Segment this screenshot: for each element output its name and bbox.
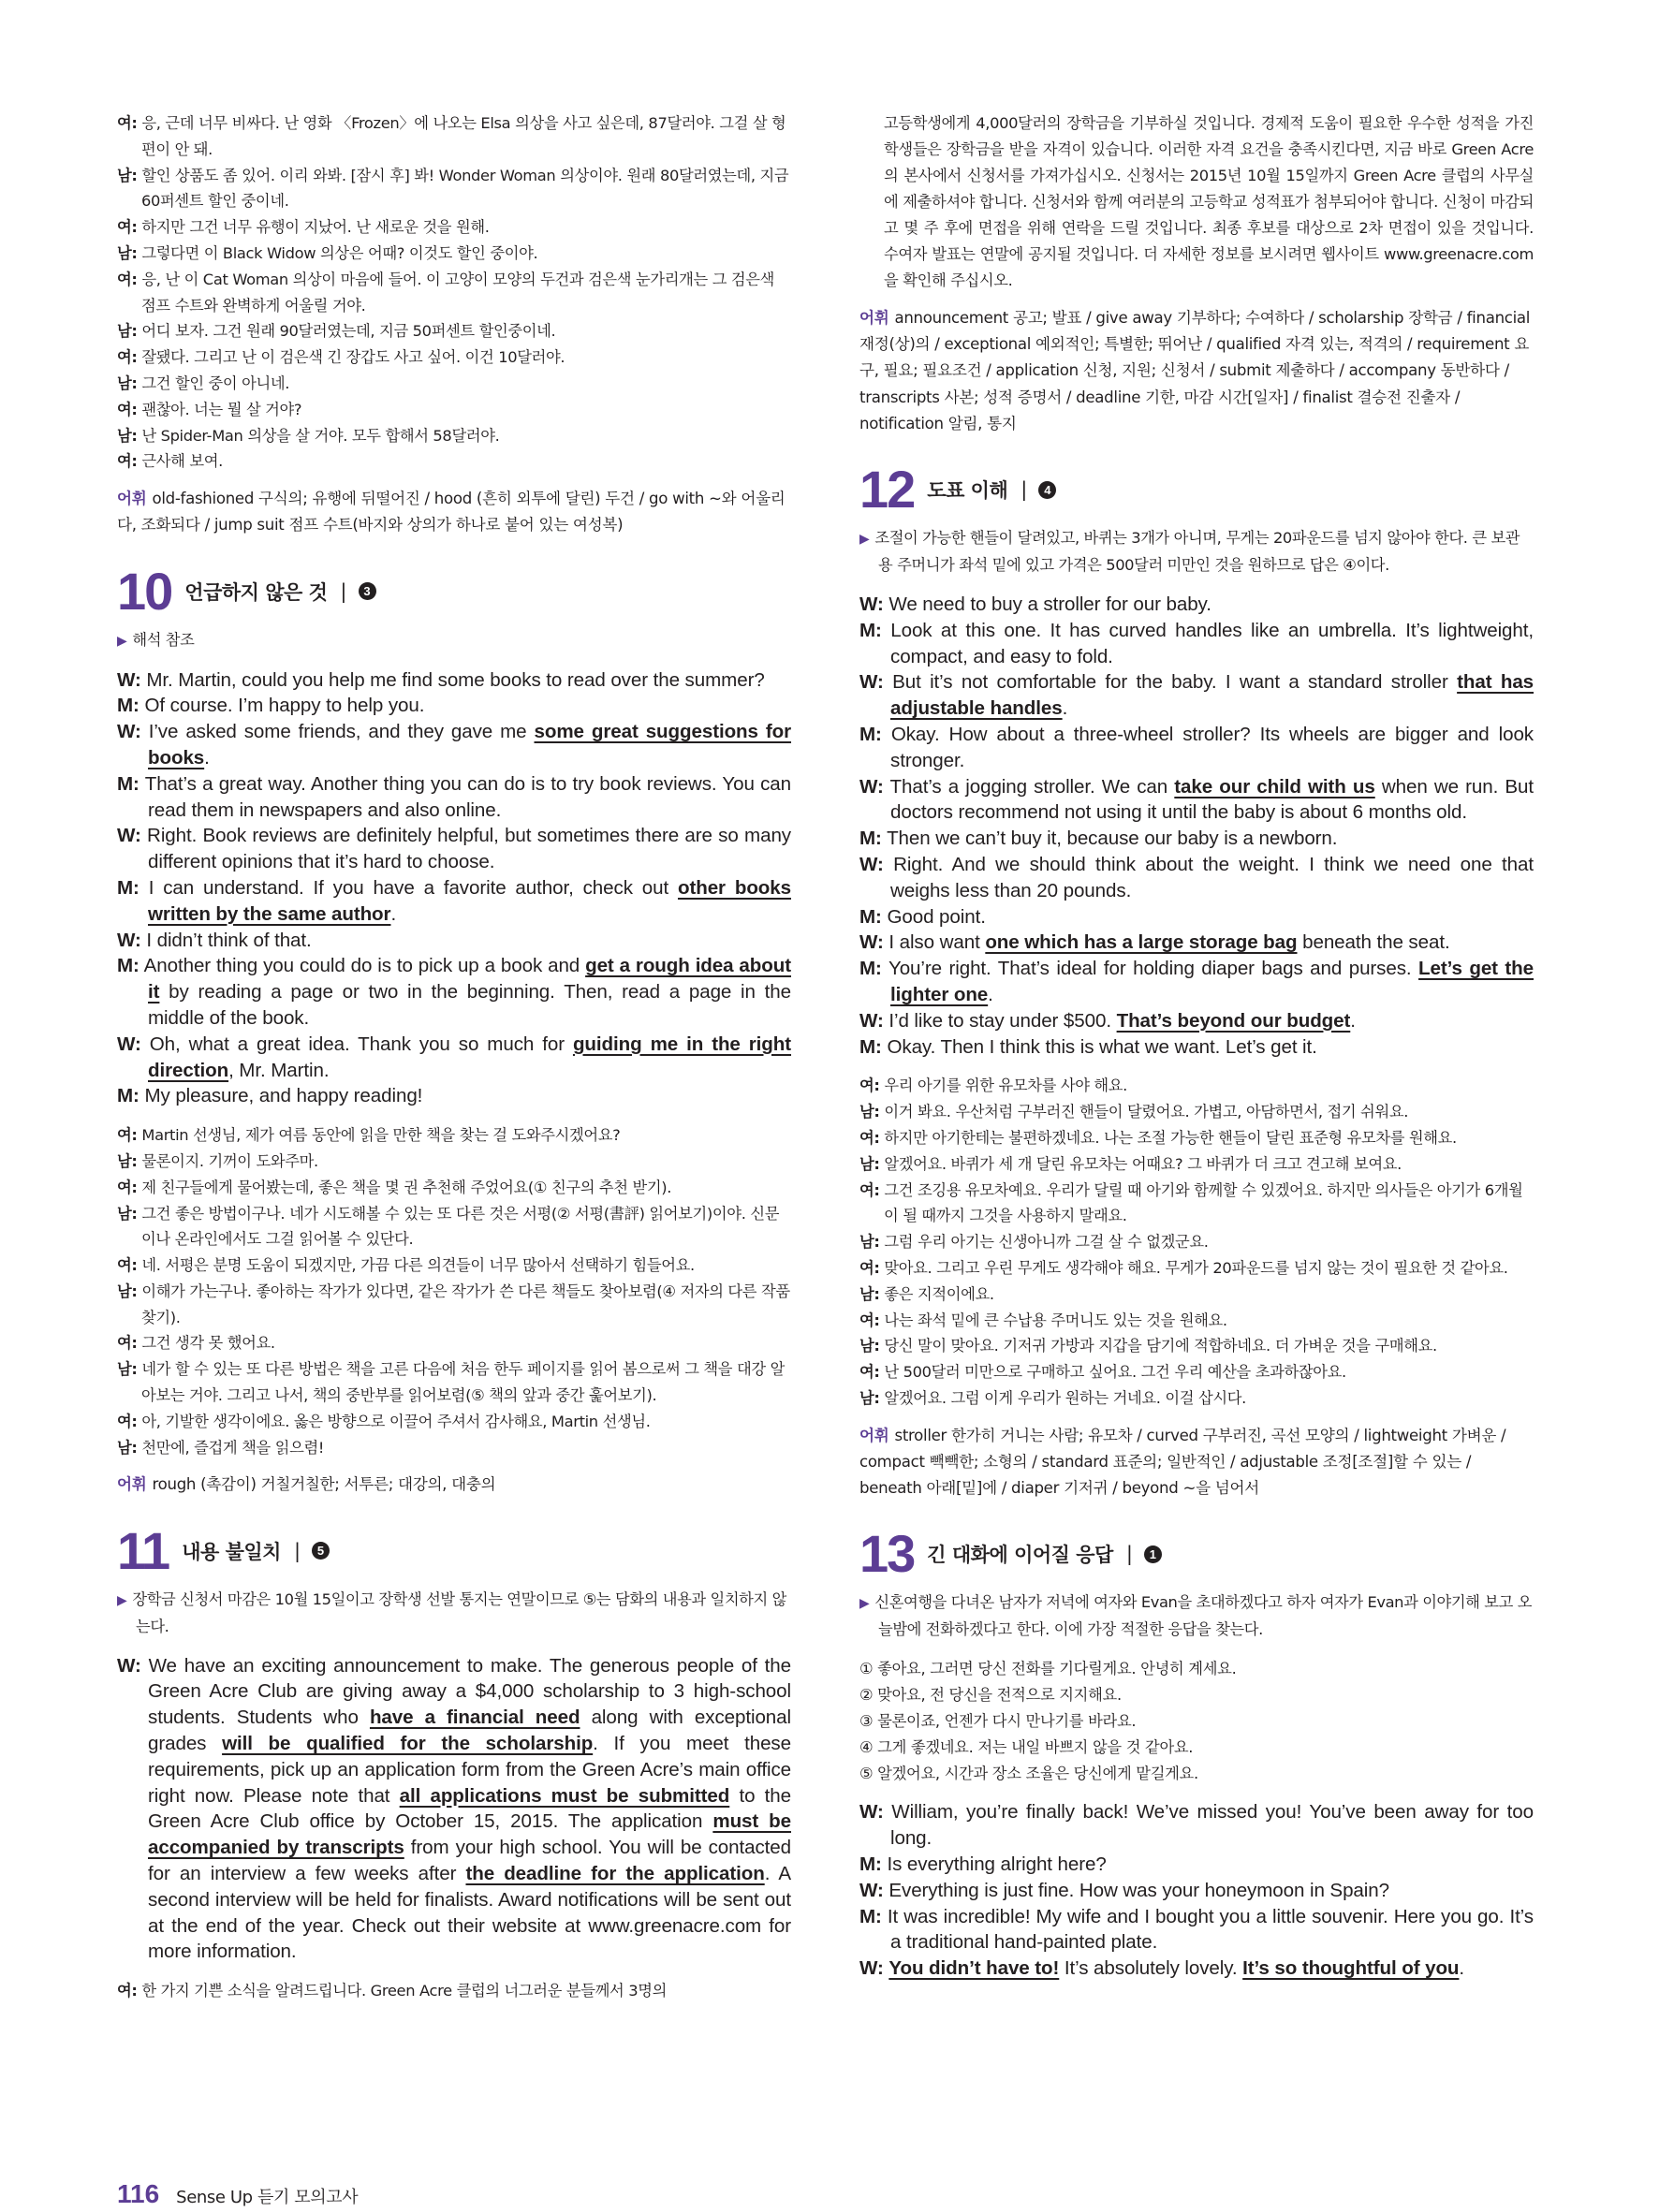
section-number: 13 [859,1524,915,1584]
speaker-label: 남: [117,166,138,184]
korean-line [859,1229,1534,1255]
speaker-label: 여: [117,114,138,132]
speaker-label: 남: [117,1438,138,1457]
line-text: I can understand. If you have a favorite author, check out [148,876,678,899]
line-text: 우리 아기를 위한 유모차를 사야 해요. [884,1077,1127,1095]
line-text: 난 Spider-Man 의상을 살 거야. 모두 합해서 58달러야. [141,426,500,445]
line-text: Okay. How about a three-wheel stroller? Its wheels are bigger and look stronger. [890,724,1534,771]
vocab-block: 어휘 stroller 한가히 거니는 사람; 유모차 / curved 구부러진, 곡선 모양의 / lightweight 가벼운 / compact 빽빽한; 소형의 / standard 표준의; 일반적인 / adjustable 조정[조절]할 수 있는 / beneath 아래[밑]에 / diaper 기저귀 / beyond ~을 넘어서 [859,1426,1506,1498]
line-text: 응, 근데 너무 비싸다. 난 영화 〈Frozen〉에 나오는 Elsa 의상을 사고 싶은데, 87달러야. 그걸 살 형편이 안 돼. [141,114,786,158]
line-text: It’s absolutely lovely. [1059,1957,1243,1980]
speaker-label: 여: [117,452,138,471]
line-text: . [204,746,210,769]
korean-line [117,163,791,215]
korean-line [117,1435,791,1461]
section-12-header [859,460,1534,520]
korean-line [117,1252,791,1279]
line-text: Then we can’t buy it, because our baby is a newborn. [887,828,1338,850]
key-phrase: You didn’t have to! [888,1957,1060,1980]
dialog-line [117,719,791,771]
korean-line [117,371,791,397]
section-note: ▶ 신혼여행을 다녀온 남자가 저녁에 여자와 Evan을 초대하겠다고 하자 여자가 Evan과 이야기해 보고 오늘밤에 전화하겠다고 한다. 이에 가장 적절한 응답을 찾는다. [859,1593,1533,1639]
line-text: 천만에, 즐겁게 책을 읽으렴! [141,1438,325,1457]
korean-line [117,397,791,423]
speaker-label: W: [117,929,141,951]
key-phrase: all applications must be submitted [399,1784,730,1807]
dialog-line [117,1083,791,1109]
korean-line [117,1175,791,1201]
speaker-label: W: [859,1801,884,1824]
speaker-label: 여: [859,1128,880,1147]
speaker-label: M: [859,724,882,745]
section-title: 언급하지 않은 것 [184,580,328,604]
line-text: . [988,983,993,1005]
speaker-label: W: [859,853,884,875]
dialog-line [117,953,791,1031]
speaker-label: 여: [117,1126,138,1145]
line-text: Mr. Martin, could you help me find some books to read over the summer? [146,668,765,691]
answer-badge: 1 [1144,1545,1162,1563]
speaker-label: 여: [859,1258,880,1277]
korean-line [117,1409,791,1435]
speaker-label: 남: [859,1337,880,1355]
line-text: 아, 기발한 생각이에요. 옳은 방향으로 이끌어 주셔서 감사해요, Martin 선생님. [141,1412,651,1430]
dialog-line [859,1904,1534,1956]
speaker-label: 남: [117,1360,138,1379]
speaker-label: 여: [859,1077,880,1095]
line-text: 어디 보자. 그건 원래 90달러였는데, 지금 50퍼센트 할인중이네. [141,322,556,341]
speaker-label: 남: [117,1204,138,1223]
line-text: 제 친구들에게 물어봤는데, 좋은 책을 몇 권 추천해 주었어요(① 친구의 추천 받기). [141,1178,672,1196]
speaker-label: 남: [859,1388,880,1407]
line-text: 그렇다면 이 Black Widow 의상은 어때? 이것도 할인 중이야. [141,243,538,262]
key-phrase: one which has a large storage bag [985,931,1298,954]
speaker-label: 남: [859,1154,880,1173]
key-phrase: guiding me in the right direction [148,1033,792,1081]
line-text: 응, 난 이 Cat Woman 의상이 마음에 들어. 이 고양이 모양의 두건과 검은색 눈가리개는 그 검은색 점프 수트와 완벽하게 어울릴 거야. [141,270,775,315]
answer-option: ⑤ 알겠어요, 시간과 장소 조율은 당신에게 맡길게요. [859,1764,1198,1782]
vocab-block: 어휘 old-fashioned 구식의; 유행에 뒤떨어진 / hood (흔히 외투에 달린) 두건 / go with ~와 어울리다, 조화되다 / jump suit 점프 수트(바지와 상의가 하나로 붙어 있는 여성복) [117,490,786,535]
dialog-line [859,826,1534,852]
section-11-header [117,1520,791,1580]
line-text: It was incredible! My wife and I bought you a little souvenir. Here you go. It’s a traditional hand-painted plate. [887,1905,1534,1954]
dialog-line [859,618,1534,670]
line-text: beneath the seat. [1297,931,1450,954]
key-phrase: have a financial need [369,1707,580,1729]
answer-option: ② 맞아요, 전 당신을 전적으로 지지해요. [859,1686,1122,1705]
line-text: by reading a page or two in the beginning. Then, read a page in the middle of the book. [148,981,791,1029]
korean-line [117,1201,791,1253]
speaker-label: 남: [859,1233,880,1252]
korean-line [117,241,791,267]
line-text: . A second interview will be held for finalists. Award notifications will be sent out at the end of the year. Check out their website at www.greenacre.com for more information. [148,1863,791,1963]
korean-line [859,1308,1534,1334]
korean-line [117,1330,791,1356]
line-text: 그건 생각 못 했어요. [141,1334,275,1353]
speaker-label: 여: [859,1311,880,1329]
speaker-label: 여: [859,1180,880,1199]
speaker-label: W: [117,1654,141,1677]
line-text: . [1459,1957,1465,1980]
speaker-label: M: [117,955,140,977]
line-text: 나는 좌석 밑에 큰 수납용 주머니도 있는 것을 원해요. [884,1311,1227,1329]
line-text: 당신 말이 맞아요. 기저귀 가방과 지갑을 담기에 적합하네요. 더 가벼운 것을 구매해요. [884,1337,1437,1355]
line-text: Another thing you could do is to pick up a book and [143,955,586,977]
dialog-line [859,669,1534,722]
line-text: We need to buy a stroller for our baby. [888,593,1211,616]
line-text: 이해가 가는구나. 좋아하는 작가가 있다면, 같은 작가가 쓴 다른 책들도 찾아보렴(④ 저자의 다른 작품 찾기). [141,1282,790,1326]
speaker-label: W: [859,1879,884,1901]
speaker-label: 남: [117,1151,138,1170]
dialog-line [859,1799,1534,1852]
separator: | [293,1539,301,1562]
dialog-line [859,956,1534,1008]
separator: | [1021,478,1028,502]
key-phrase: must be accompanied by transcripts [148,1810,791,1859]
korean-line [117,448,791,475]
speaker-label: W: [859,931,884,954]
speaker-label: 남: [117,426,138,445]
dialog-line [117,693,791,719]
answer-options [859,1656,1534,1786]
line-text: Martin 선생님, 제가 여름 동안에 읽을 만한 책을 찾는 걸 도와주시겠어요? [141,1126,621,1145]
answer-option: ④ 그게 좋겠네요. 저는 내일 바쁘지 않을 것 같아요. [859,1737,1194,1756]
section-10-header [117,561,791,621]
section-number: 10 [117,561,172,621]
top-korean-translation [117,110,791,475]
korean-line [859,1359,1534,1385]
dialog-english [859,592,1534,1060]
line-text: when we run. But doctors recommend not using it until the baby is about 6 months old. [890,775,1534,824]
speaker-label: W: [859,775,884,798]
announcement-korean-cont: 고등학생에게 4,000달러의 장학금을 기부하실 것입니다. 경제적 도움이 필요한 우수한 성적을 가진 학생들은 장학금을 받을 자격이 있습니다. 이러한 자격 요건을 충족시킨다면, 지금 바로 Green Acre의 본사에서 신청서를 가져가십시오. 신청서는 2015년 10월 15일까지 Green Acre 클럽의 사무실에 제출하셔야 합니다. 신청서와 함께 여러분의 고등학교 성적표가 첨부되어야 합니다. 신청이 마감되고 몇 주 후에 면접을 위해 연락을 드릴 것입니다. 최종 후보를 대상으로 2차 면접이 있을 것입니다. 수여자 발표는 연말에 공지될 것입니다. 더 자세한 정보를 보시려면 웹사이트 www.greenacre.com을 확인해 주십시오. [884,114,1534,289]
line-text: I didn’t think of that. [146,929,312,951]
korean-line [859,1125,1534,1151]
korean-line [117,110,791,163]
speaker-label: M: [859,828,882,850]
korean-line [117,318,791,344]
dialog-line [859,722,1534,774]
key-phrase: get a rough idea about it [148,955,791,1003]
line-text: That’s a jogging stroller. We can [889,775,1175,798]
dialog-english [859,1799,1534,1982]
line-text: 할인 상품도 좀 있어. 이리 와봐. [잠시 후] 봐! Wonder Woman 의상이야. 원래 80달러였는데, 지금 60퍼센트 할인 중이네. [141,166,789,211]
line-text: Right. And we should think about the weight. I think we need one that weighs less than 20 pounds. [890,853,1534,901]
triangle-icon: ▶ [859,532,870,548]
korean-line [117,1356,791,1409]
line-text: You’re right. That’s ideal for holding diaper bags and purses. [888,958,1419,980]
line-text: 하지만 아기한테는 불편하겠네요. 나는 조절 가능한 핸들이 달린 표준형 유모차를 원해요. [884,1128,1457,1147]
dialog-line [117,875,791,928]
answer-badge: 5 [312,1542,330,1560]
korean-line [859,1282,1534,1308]
speaker-label: 여: [117,218,138,237]
line-text: Look at this one. It has curved handles like an umbrella. It’s lightweight, compact, and easy to fold. [890,619,1534,667]
speaker-label: M: [117,695,140,717]
separator: | [1125,1543,1133,1566]
dialog-line [859,592,1534,618]
key-phrase: some great suggestions for books [148,721,792,769]
speaker-label: 여: [117,1334,138,1353]
line-text: I also want [888,931,986,954]
line-text: I’d like to stay under $500. [888,1009,1117,1032]
line-text: . If you meet these requirements, pick up an application form from the Green Acre’s main office right now. Please note that [148,1733,791,1807]
line-text: That’s a great way. Another thing you can do is to try book reviews. You can read them in newspapers and also online. [144,772,792,821]
line-text: 알겠어요. 바퀴가 세 개 달린 유모차는 어때요? 그 바퀴가 더 크고 견고해 보여요. [884,1154,1402,1173]
line-text: 그건 할인 중이 아니네. [141,374,290,392]
key-phrase: Let’s get the lighter one [890,958,1534,1005]
dialog-line [859,1034,1534,1061]
triangle-icon: ▶ [117,633,127,649]
speaker-label: M: [117,1085,140,1107]
line-text: 잘됐다. 그리고 난 이 검은색 긴 장갑도 사고 싶어. 이건 10달러야. [141,348,565,367]
speaker-label: 여: [117,400,138,418]
line-text: We have an exciting announcement to make. The generous people of the Green Acre Club are giving away a $4,000 scholarship to 3 high-school students. Students who [148,1654,791,1729]
speaker-label: M: [117,876,140,899]
korean-line [859,1255,1534,1282]
dialog-line [117,1032,791,1084]
line-text: Is everything alright here? [887,1853,1107,1875]
speaker-label: M: [859,1853,882,1875]
line-text: William, you’re finally back! We’ve missed you! You’ve been away for too long. [890,1801,1534,1850]
speaker-label: M: [859,958,882,980]
section-note: ▶ 장학금 신청서 마감은 10월 15일이고 장학생 선발 통지는 연말이므로 ⑤는 담화의 내용과 일치하지 않는다. [117,1589,786,1635]
dialog-line [859,904,1534,930]
dialog-korean [117,1122,791,1460]
book-title: Sense Up 듣기 모의고사 [176,2188,359,2207]
speaker-label: M: [859,905,882,928]
speaker-label: W: [117,1033,141,1055]
dialog-english [117,667,791,1110]
line-text: 이거 봐요. 우산처럼 구부러진 핸들이 달렸어요. 가볍고, 아담하면서, 접기 쉬워요. [884,1103,1409,1121]
key-phrase: That’s beyond our budget [1116,1009,1351,1032]
triangle-icon: ▶ [117,1592,127,1608]
korean-line [859,1073,1534,1099]
answer-option: ① 좋아요, 그러면 당신 전화를 기다릴게요. 안녕히 계세요. [859,1660,1237,1678]
korean-line [859,1333,1534,1359]
korean-line [859,1385,1534,1412]
line-text: Of course. I’m happy to help you. [144,695,425,717]
speaker-label: 남: [859,1103,880,1121]
line-text: 알겠어요. 그럼 이게 우리가 원하는 거네요. 이걸 삽시다. [884,1388,1246,1407]
dialog-line [859,1878,1534,1904]
speaker-label: 여: [117,270,138,288]
line-text: 그건 조깅용 유모차예요. 우리가 달릴 때 아기와 함께할 수 있겠어요. 하지만 의사들은 아기가 6개월이 될 때까지 그것을 사용하지 말래요. [884,1180,1523,1225]
line-text: I’ve asked some friends, and they gave me [148,721,535,743]
speaker-label: W: [117,668,141,691]
key-phrase: that has adjustable handles [890,671,1534,720]
korean-line [117,214,791,241]
korean-line [117,1149,791,1175]
vocab-block: 어휘 rough (촉감이) 거칠거칠한; 서투른; 대강의, 대충의 [117,1475,496,1494]
key-phrase: It’s so thoughtful of you [1242,1957,1460,1980]
korean-line [859,1151,1534,1178]
line-text: from your high school. You will be contacted for an interview a few weeks after [148,1837,791,1885]
separator: | [340,579,347,603]
line-text: 맞아요. 그리고 우린 무게도 생각해야 해요. 무게가 20파운드를 넘지 않는 것이 필요한 것 같아요. [884,1258,1508,1277]
line-text: Good point. [887,905,986,928]
speaker-label: 남: [117,374,138,392]
line-text: 근사해 보여. [141,452,223,471]
right-column [859,110,1534,1982]
section-13-header [859,1524,1534,1584]
line-text: . [390,902,397,925]
section-title: 도표 이해 [927,479,1008,503]
line-text: to the Green Acre Club office by October 15, 2015. The application [148,1784,792,1833]
line-text: Oh, what a great idea. Thank you so much for [149,1033,573,1055]
korean-line [117,1279,791,1331]
dialog-line [117,771,791,824]
key-phrase: will be qualified for the scholarship [222,1733,594,1755]
dialog-line [859,852,1534,904]
speaker-label: 여: [117,348,138,367]
speaker-label: M: [859,1035,882,1058]
key-phrase: the deadline for the application [465,1863,765,1885]
speaker-label: 남: [117,322,138,341]
speaker-label: M: [859,1905,882,1927]
line-text: . [1350,1009,1356,1032]
line-text: 그건 좋은 방법이구나. 네가 시도해볼 수 있는 또 다른 것은 서평(② 서평(書評) 읽어보기)이야. 신문이나 온라인에서도 그걸 읽어볼 수 있단다. [141,1204,780,1249]
speaker-label: 남: [117,1282,138,1300]
line-text: My pleasure, and happy reading! [144,1085,423,1107]
speaker-label: 남: [859,1284,880,1303]
speaker-label: W: [117,825,141,847]
triangle-icon: ▶ [859,1596,870,1612]
speaker-label: 남: [117,243,138,262]
korean-line [859,1099,1534,1125]
answer-badge: 4 [1038,481,1056,499]
speaker-label: W: [117,721,141,743]
line-text: 하지만 그건 너무 유행이 지났어. 난 새로운 것을 원해. [141,218,490,237]
dialog-line [859,1956,1534,1982]
speaker-label: 여: [117,1412,138,1430]
answer-badge: 3 [359,582,376,600]
line-text: 네. 서평은 분명 도움이 되겠지만, 가끔 다른 의견들이 너무 많아서 선택하기 힘들어요. [141,1256,695,1275]
page-footer [117,2179,358,2209]
section-title: 내용 불일치 [182,1540,281,1563]
line-text: But it’s not comfortable for the baby. I want a standard stroller [892,671,1458,694]
speaker-label: M: [117,772,140,795]
speaker-label: W: [859,1957,884,1980]
speaker-label: W: [859,1009,884,1032]
section-number: 12 [859,460,915,520]
line-text: 네가 할 수 있는 또 다른 방법은 책을 고른 다음에 처음 한두 페이지를 읽어 봄으로써 그 책을 대강 알아보는 거야. 그리고 나서, 책의 중반부를 읽어보렴(⑤ 책의 앞과 중간 훑어보기). [141,1360,785,1405]
dialog-line [117,928,791,954]
dialog-line [117,823,791,875]
line-text: 난 500달러 미만으로 구매하고 싶어요. 그건 우리 예산을 초과하잖아요. [884,1363,1346,1382]
key-phrase: take our child with us [1174,775,1375,798]
announcement-korean-start: 여: 한 가지 기쁜 소식을 알려드립니다. Green Acre 클럽의 너그러운 분들께서 3명의 [117,1982,667,2000]
speaker-label: 여: [117,1178,138,1196]
korean-line [117,1122,791,1149]
line-text: Everything is just fine. How was your honeymoon in Spain? [888,1879,1389,1901]
line-text: 괜찮아. 너는 뭘 살 거야? [141,400,302,418]
line-text: . [1062,697,1068,720]
line-text: 그럼 우리 아기는 신생아니까 그걸 살 수 없겠군요. [884,1233,1209,1252]
announcement-english [117,1653,791,1966]
key-phrase: other books written by the same author [148,876,791,925]
page-number: 116 [117,2179,160,2208]
section-title: 긴 대화에 이어질 응답 [927,1544,1113,1567]
line-text: along with exceptional grades [148,1707,791,1755]
vocab-block: 어휘 announcement 공고; 발표 / give away 기부하다; 수여하다 / scholarship 장학금 / financial 재정(상)의 / exceptional 예외적인; 특별한; 뛰어난 / qualified 자격 있는, 적격의 / requirement 요구, 필요; 필요조건 / application 신청, 지원; 신청서 / submit 제출하다 / accompany 동반하다 / transcripts 사본; 성적 증명서 / deadline 기한, 마감 시간[일자] / finalist 결승전 진출자 / notification 알림, 통지 [859,309,1531,432]
section-note: ▶ 조절이 가능한 핸들이 달려있고, 바퀴는 3개가 아니며, 무게는 20파운드를 넘지 않아야 한다. 큰 보관용 주머니가 좌석 밑에 있고 가격은 500달러 미만인 것을 원하므로 답은 ④이다. [859,529,1520,575]
dialog-line [117,667,791,694]
section-note: ▶ 해석 참조 [117,630,195,649]
section-number: 11 [117,1520,169,1580]
dialog-line [859,1008,1534,1034]
line-text: , Mr. Martin. [228,1059,330,1081]
korean-line [117,344,791,371]
line-text: 좋은 지적이에요. [884,1284,994,1303]
korean-line [859,1178,1534,1230]
dialog-line [859,774,1534,827]
dialog-line [859,1852,1534,1878]
left-column [117,110,791,2004]
answer-option: ③ 물론이죠, 언젠가 다시 만나기를 바라요. [859,1711,1137,1730]
line-text: Okay. Then I think this is what we want. Let’s get it. [887,1035,1317,1058]
speaker-label: 여: [117,1256,138,1275]
line-text: Right. Book reviews are definitely helpful, but sometimes there are so many different opinions that it’s hard to choose. [147,825,791,873]
speaker-label: W: [859,593,884,616]
line-text: 물론이지. 기꺼이 도와주마. [141,1151,318,1170]
speaker-label: M: [859,619,882,641]
korean-line [117,267,791,319]
korean-line [117,423,791,449]
speaker-label: W: [859,671,884,694]
speaker-label: 여: [859,1363,880,1382]
dialog-korean [859,1073,1534,1411]
dialog-line [859,930,1534,956]
